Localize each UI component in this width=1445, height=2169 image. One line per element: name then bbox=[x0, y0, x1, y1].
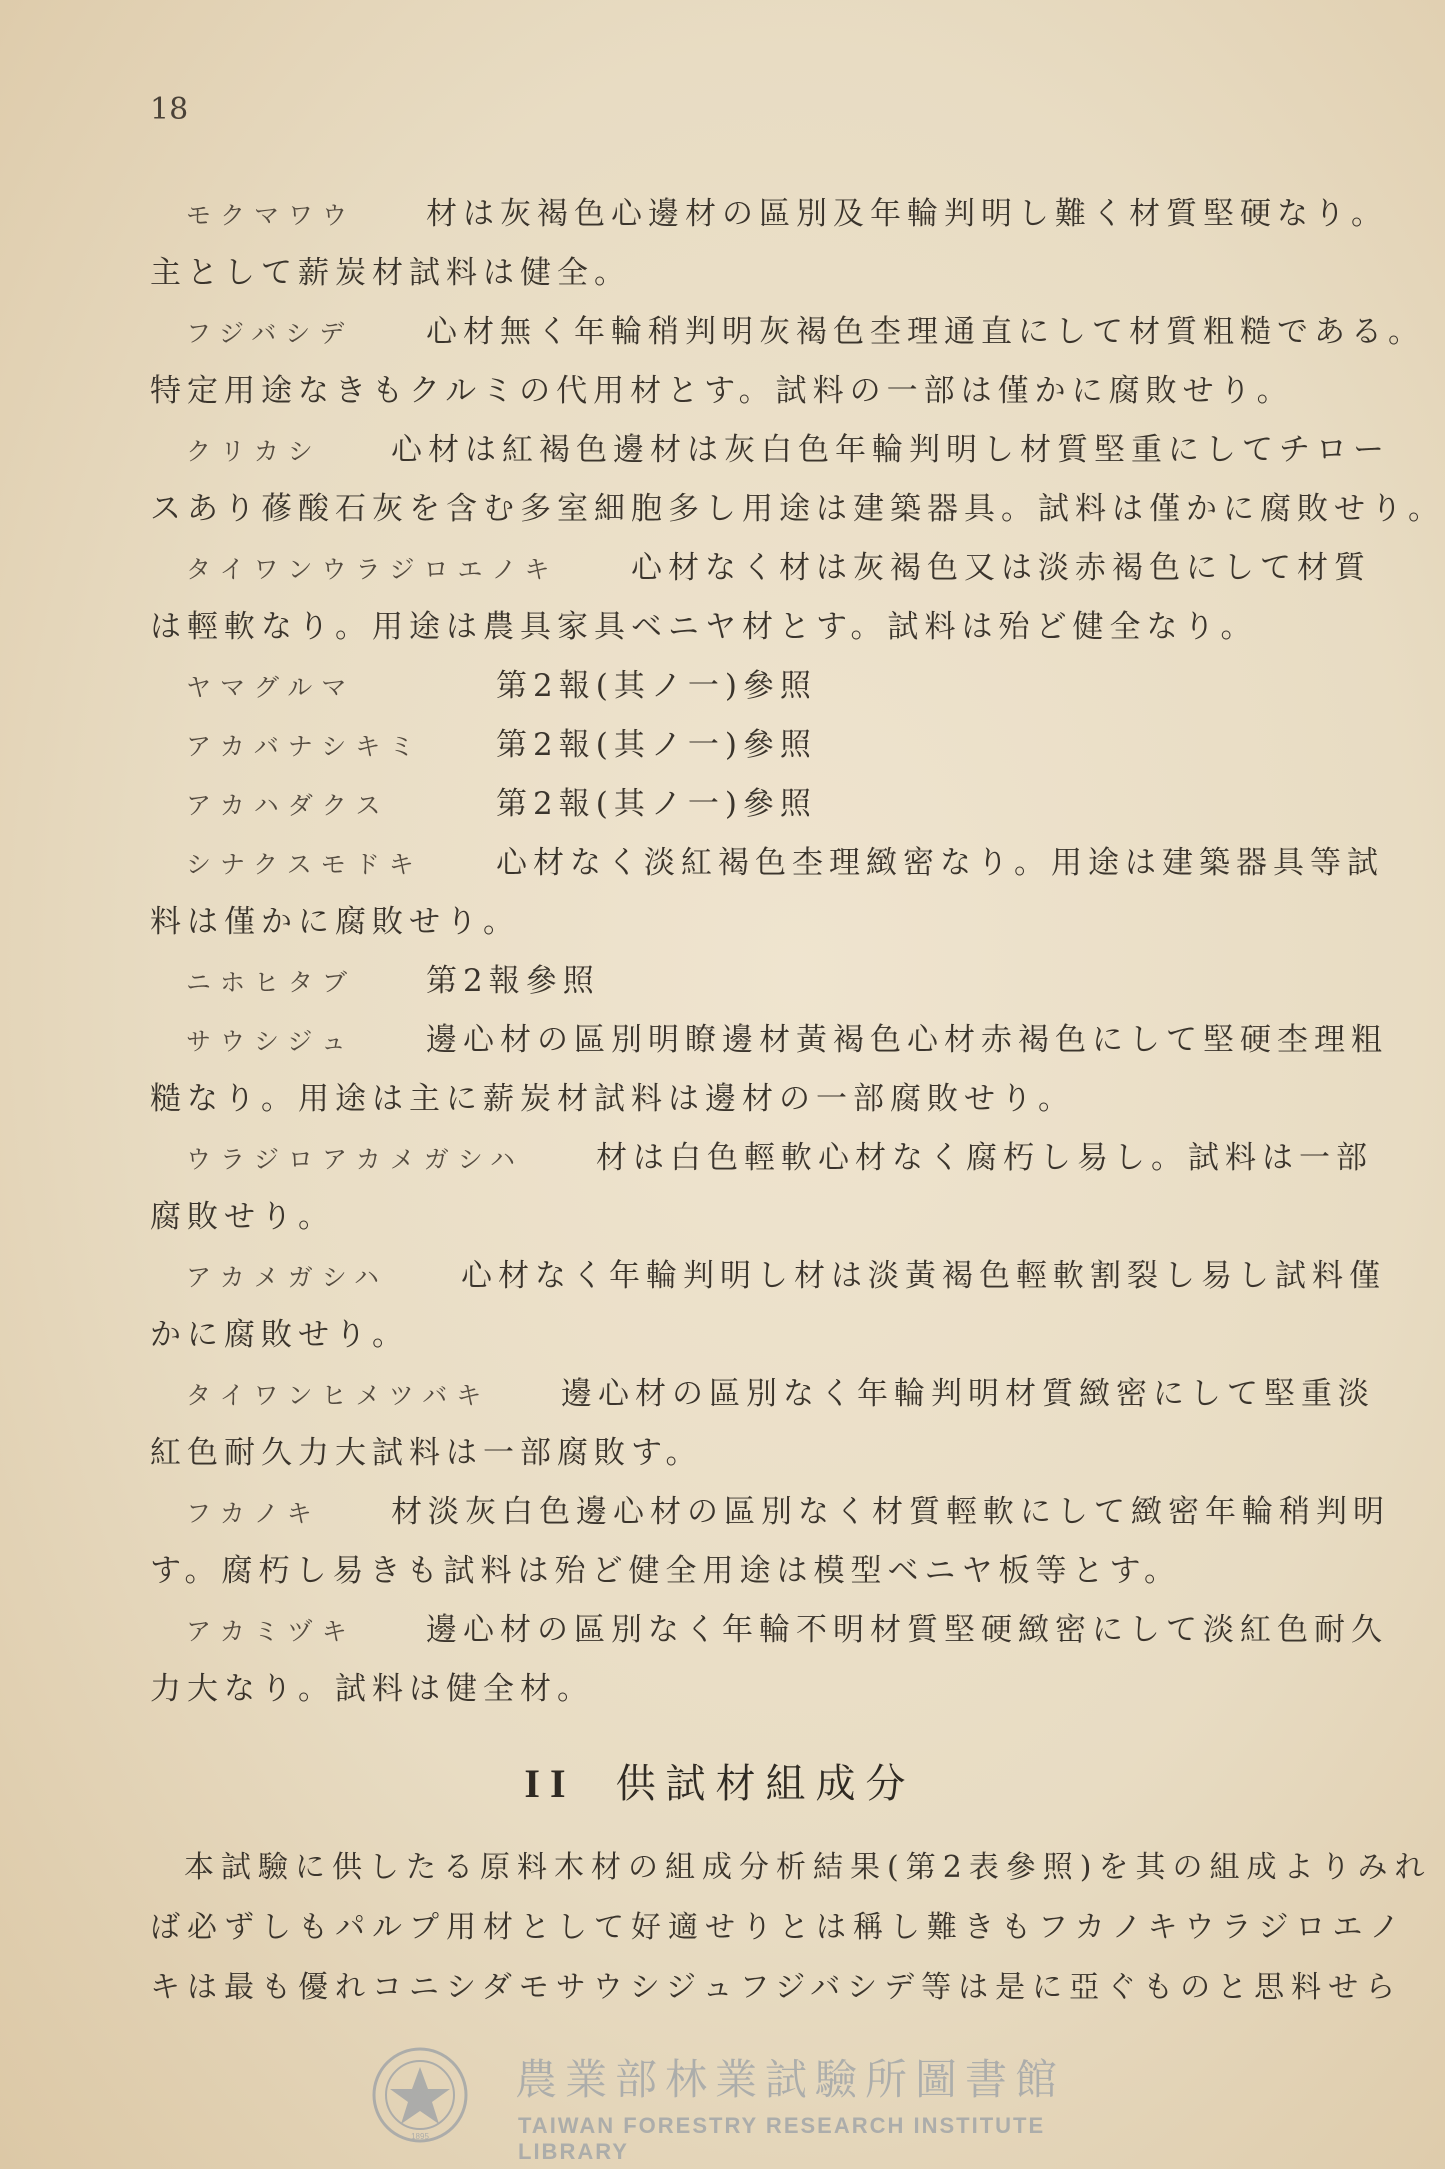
entry-first-line bbox=[150, 1601, 1388, 1660]
species-name: ヤマグルマ bbox=[186, 673, 356, 702]
entry-text: 邊心材の區別なく年輪不明材質堅硬緻密にして淡紅色耐久 bbox=[426, 1612, 1388, 1648]
entry-text: す。腐朽し易きも試料は殆ど健全用途は模型ベニヤ板等とす。 bbox=[150, 1553, 1182, 1589]
species-entry bbox=[150, 657, 1315, 716]
entry-text: 心材なく淡紅褐色杢理緻密なり。用途は建築器具等試 bbox=[496, 845, 1384, 881]
entry-text: 第2報(其ノ一)參照 bbox=[496, 786, 817, 822]
species-name: モクマワウ bbox=[186, 201, 357, 230]
species-name: タイワンヒメツバキ bbox=[186, 1381, 491, 1410]
entry-text: 材は灰褐色心邊材の區別及年輪判明し難く材質堅硬なり。 bbox=[426, 196, 1388, 232]
section-title: 供試材組成分 bbox=[615, 1761, 916, 1807]
entry-text: 邊心材の區別明瞭邊材黃褐色心材赤褐色にして堅硬杢理粗 bbox=[426, 1022, 1388, 1058]
page-number: 18 bbox=[150, 92, 189, 127]
species-entry bbox=[150, 834, 1384, 952]
entry-first-line bbox=[150, 1365, 1375, 1424]
species-entry bbox=[150, 1129, 1373, 1247]
entry-first-line bbox=[150, 1129, 1373, 1188]
entry-first-line bbox=[150, 657, 1315, 716]
species-entry bbox=[150, 1011, 1388, 1129]
entry-text: スあり蓚酸石灰を含む多室細胞多し用途は建築器具。試料は僅かに腐敗せり。 bbox=[150, 491, 1445, 527]
seal-year: 1895 bbox=[411, 2132, 429, 2141]
entry-text: 第2報(其ノ一)參照 bbox=[496, 727, 817, 763]
body-line: キは最も優れコニシダモサウシジュフジバシデ等は是に亞ぐものと思料せら bbox=[150, 1970, 1403, 2005]
body-line: 本試驗に供したる原料木材の組成分析結果(第2表參照)を其の組成よりみれ bbox=[184, 1850, 1432, 1885]
species-entry bbox=[150, 303, 1425, 421]
entry-first-line bbox=[150, 1483, 1390, 1542]
species-name: クリカシ bbox=[186, 437, 322, 466]
entry-first-line bbox=[150, 775, 1315, 834]
entry-text: 主として薪炭材試料は健全。 bbox=[150, 255, 631, 291]
library-watermark bbox=[370, 2045, 1130, 2164]
entry-text: 邊心材の區別なく年輪判明材質緻密にして堅重淡 bbox=[561, 1376, 1375, 1412]
entry-first-line bbox=[150, 539, 1371, 598]
entry-text: 第2報參照 bbox=[426, 963, 600, 999]
entry-first-line bbox=[150, 303, 1425, 362]
species-name: アカハダクス bbox=[186, 791, 390, 820]
entry-text: 第2報(其ノ一)參照 bbox=[496, 668, 817, 704]
entry-text: 材淡灰白色邊心材の區別なく材質輕軟にして緻密年輪稍判明 bbox=[391, 1494, 1390, 1530]
species-entry bbox=[150, 185, 1388, 303]
entry-text: は輕軟なり。用途は農具家具ベニヤ材とす。試料は殆ど健全なり。 bbox=[150, 609, 1258, 645]
body-line: ば必ずしもパルプ用材として好適せりとは稱し難きもフカノキウラジロエノ bbox=[150, 1910, 1407, 1945]
body-paragraph bbox=[150, 1838, 1432, 2018]
entry-text: 材は白色輕軟心材なく腐朽し易し。試料は一部 bbox=[596, 1140, 1373, 1176]
entry-first-line bbox=[150, 185, 1388, 244]
entry-first-line bbox=[150, 421, 1390, 480]
section-heading bbox=[0, 1752, 1440, 1809]
species-name: ウラジロアカメガシハ bbox=[186, 1145, 525, 1174]
species-entry bbox=[150, 1365, 1375, 1483]
entry-text: 心材なく年輪判明し材は淡黃褐色輕軟割裂し易し試料僅 bbox=[461, 1258, 1386, 1294]
entry-first-line bbox=[150, 1247, 1386, 1306]
species-name: ニホヒタブ bbox=[186, 968, 357, 997]
species-entry bbox=[150, 1601, 1388, 1719]
library-seal-icon bbox=[370, 2045, 470, 2145]
entry-text: 力大なり。試料は健全材。 bbox=[150, 1671, 594, 1707]
entry-text: かに腐敗せり。 bbox=[150, 1317, 409, 1353]
species-name: アカミヅキ bbox=[186, 1617, 356, 1646]
entry-text: 腐敗せり。 bbox=[150, 1199, 335, 1235]
entry-first-line bbox=[150, 952, 1315, 1011]
species-entry bbox=[150, 716, 1315, 775]
species-name: シナクスモドキ bbox=[186, 850, 423, 879]
entry-text: 特定用途なきもクルミの代用材とす。試料の一部は僅かに腐敗せり。 bbox=[150, 373, 1294, 409]
entry-first-line bbox=[150, 834, 1384, 893]
species-entry bbox=[150, 775, 1315, 834]
species-entry bbox=[150, 1483, 1390, 1601]
entry-text: 心材無く年輪稍判明灰褐色杢理通直にして材質粗糙である。 bbox=[426, 314, 1425, 350]
species-name: アカバナシキミ bbox=[186, 732, 424, 761]
library-name-english: TAIWAN FORESTRY RESEARCH INSTITUTE LIBRARY bbox=[518, 2113, 1046, 2164]
species-entry bbox=[150, 421, 1445, 539]
entry-text: 心材なく材は灰褐色又は淡赤褐色にして材質 bbox=[631, 550, 1371, 586]
species-entry bbox=[150, 539, 1371, 657]
entry-text: 心材は紅褐色邊材は灰白色年輪判明し材質堅重にしてチロー bbox=[391, 432, 1390, 468]
species-name: フカノキ bbox=[186, 1499, 321, 1528]
species-name: アカメガシハ bbox=[186, 1263, 389, 1292]
species-entry bbox=[150, 952, 1315, 1011]
species-name: フジバシデ bbox=[186, 319, 354, 348]
entry-text: 紅色耐久力大試料は一部腐敗す。 bbox=[150, 1435, 703, 1471]
library-name-chinese: 農業部林業試驗所圖書館 bbox=[515, 2055, 1066, 2104]
species-entry bbox=[150, 1247, 1386, 1365]
entry-first-line bbox=[150, 716, 1315, 775]
entry-text: 料は僅かに腐敗せり。 bbox=[150, 904, 520, 940]
species-entries bbox=[150, 185, 1445, 1719]
entry-first-line bbox=[150, 1011, 1388, 1070]
species-name: タイワンウラジロエノキ bbox=[186, 555, 559, 584]
entry-text: 糙なり。用途は主に薪炭材試料は邊材の一部腐敗せり。 bbox=[150, 1081, 1075, 1117]
section-numeral: II bbox=[524, 1761, 576, 1806]
species-name: サウシジュ bbox=[186, 1027, 355, 1056]
